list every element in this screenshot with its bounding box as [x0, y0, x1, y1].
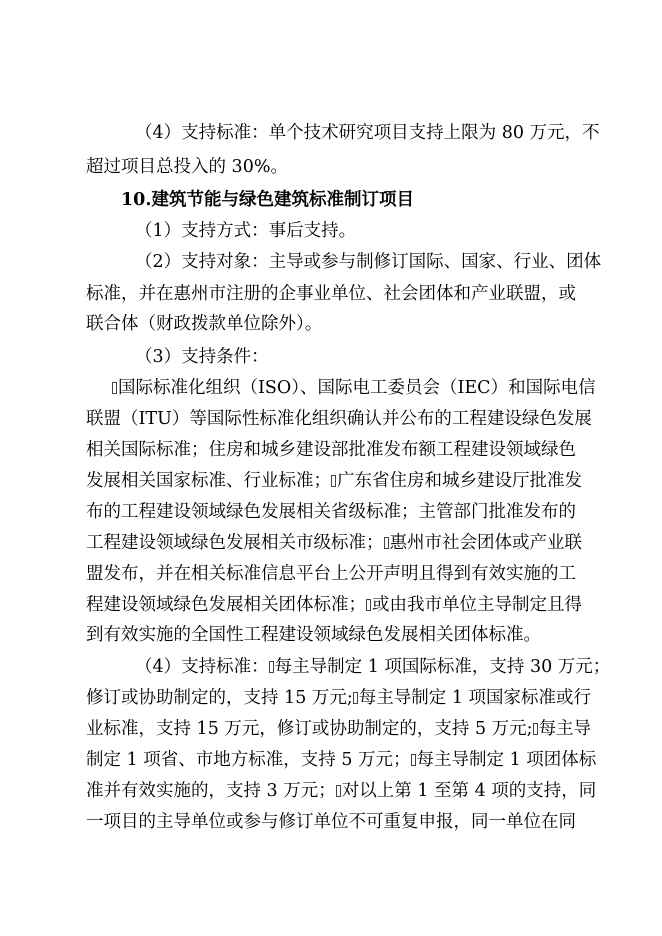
- text-span: 每主导制定 1 项国家标准或行: [358, 688, 592, 708]
- paragraph-line: [86, 774, 595, 808]
- missing-glyph-icon: [384, 537, 389, 549]
- text-span: 联合体（财政拨款单位除外）。: [86, 314, 323, 334]
- text-span: 工程建设领域绿色发展相关市级标准；: [86, 533, 384, 553]
- paragraph-line: [135, 245, 602, 279]
- text-span: 制定 1 项省、市地方标准，支持 5 万元；: [86, 750, 411, 770]
- text-span: 布的工程建设领域绿色发展相关省级标准；主管部门批准发布的: [86, 502, 576, 522]
- text-span: 国际标准化组织（ISO）、国际电工委员会（IEC）和国际电信: [118, 378, 596, 398]
- text-span: 超过项目总投入的 30%。: [86, 157, 288, 177]
- text-span: 每主导制定 1 项国际标准，支持 30 万元；: [274, 657, 611, 677]
- text-span: 每主导: [538, 719, 592, 739]
- paragraph-line: [86, 277, 595, 311]
- paragraph-line: [112, 371, 595, 405]
- text-span: 一项目的主导单位或参与修订单位不可重复申报，同一单位在同: [86, 812, 576, 832]
- text-span: （3）支持条件：: [135, 347, 269, 367]
- missing-glyph-icon: [353, 692, 358, 704]
- paragraph-line: [86, 743, 595, 777]
- text-span: 准并有效实施的，支持 3 万元；: [86, 781, 336, 801]
- missing-glyph-icon: [533, 723, 538, 735]
- missing-glyph-icon: [331, 475, 336, 487]
- text-span: 对以上第 1 至第 4 项的支持，同: [341, 781, 597, 801]
- text-span: 惠州市社会团体或产业联: [389, 533, 582, 553]
- paragraph-line: [86, 495, 595, 529]
- paragraph-line: [86, 588, 595, 622]
- text-span: 联盟（ITU）等国际性标准化组织确认并公布的工程建设绿色发展: [86, 409, 592, 429]
- text-span: 标准，并在惠州市注册的企事业单位、社会团体和产业联盟，或: [86, 284, 576, 304]
- text-span: 每主导制定 1 项团体标: [416, 750, 597, 770]
- text-span: （1）支持方式：事后支持。: [135, 221, 357, 241]
- text-span: 或由我市单位主导制定且得: [372, 595, 582, 615]
- text-span: （4）支持标准：: [135, 657, 269, 677]
- paragraph-line: [86, 681, 595, 715]
- paragraph-line: [135, 116, 600, 150]
- paragraph-line: [86, 557, 595, 591]
- paragraph-line: [135, 214, 595, 248]
- paragraph-line: [86, 526, 595, 560]
- text-span: （2）支持对象：主导或参与制修订国际、国家、行业、团体: [135, 252, 602, 272]
- missing-glyph-icon: [411, 754, 416, 766]
- missing-glyph-icon: [336, 785, 341, 797]
- text-span: 修订或协助制定的，支持 15 万元;: [86, 688, 353, 708]
- section-heading: [121, 183, 595, 217]
- text-span: 到有效实施的全国性工程建设领域绿色发展相关团体标准。: [86, 625, 541, 645]
- text-span: 10.建筑节能与绿色建筑标准制订项目: [121, 190, 414, 210]
- paragraph-line: [135, 340, 595, 374]
- missing-glyph-icon: [112, 382, 117, 394]
- paragraph-line: [86, 433, 595, 467]
- text-span: 业标准，支持 15 万元，修订或协助制定的，支持 5 万元;: [86, 719, 533, 739]
- paragraph-line: [86, 464, 595, 498]
- paragraph-line: [86, 712, 595, 746]
- text-span: 盟发布，并在相关标准信息平台上公开声明且得到有效实施的工: [86, 564, 576, 584]
- paragraph-line: [86, 402, 595, 436]
- text-span: （4）支持标准：单个技术研究项目支持上限为 80 万元，不: [135, 123, 600, 143]
- text-span: 程建设领域绿色发展相关团体标准；: [86, 595, 366, 615]
- text-span: 相关国际标准；住房和城乡建设部批准发布额工程建设领域绿色: [86, 440, 576, 460]
- paragraph-line: [86, 307, 595, 341]
- paragraph-line: [86, 618, 595, 652]
- paragraph-line: [86, 805, 595, 839]
- paragraph-line: [86, 150, 595, 184]
- text-span: 发展相关国家标准、行业标准；: [86, 471, 331, 491]
- missing-glyph-icon: [269, 661, 274, 673]
- missing-glyph-icon: [366, 599, 371, 611]
- paragraph-line: [135, 650, 611, 684]
- text-span: 广东省住房和城乡建设厅批准发: [337, 471, 582, 491]
